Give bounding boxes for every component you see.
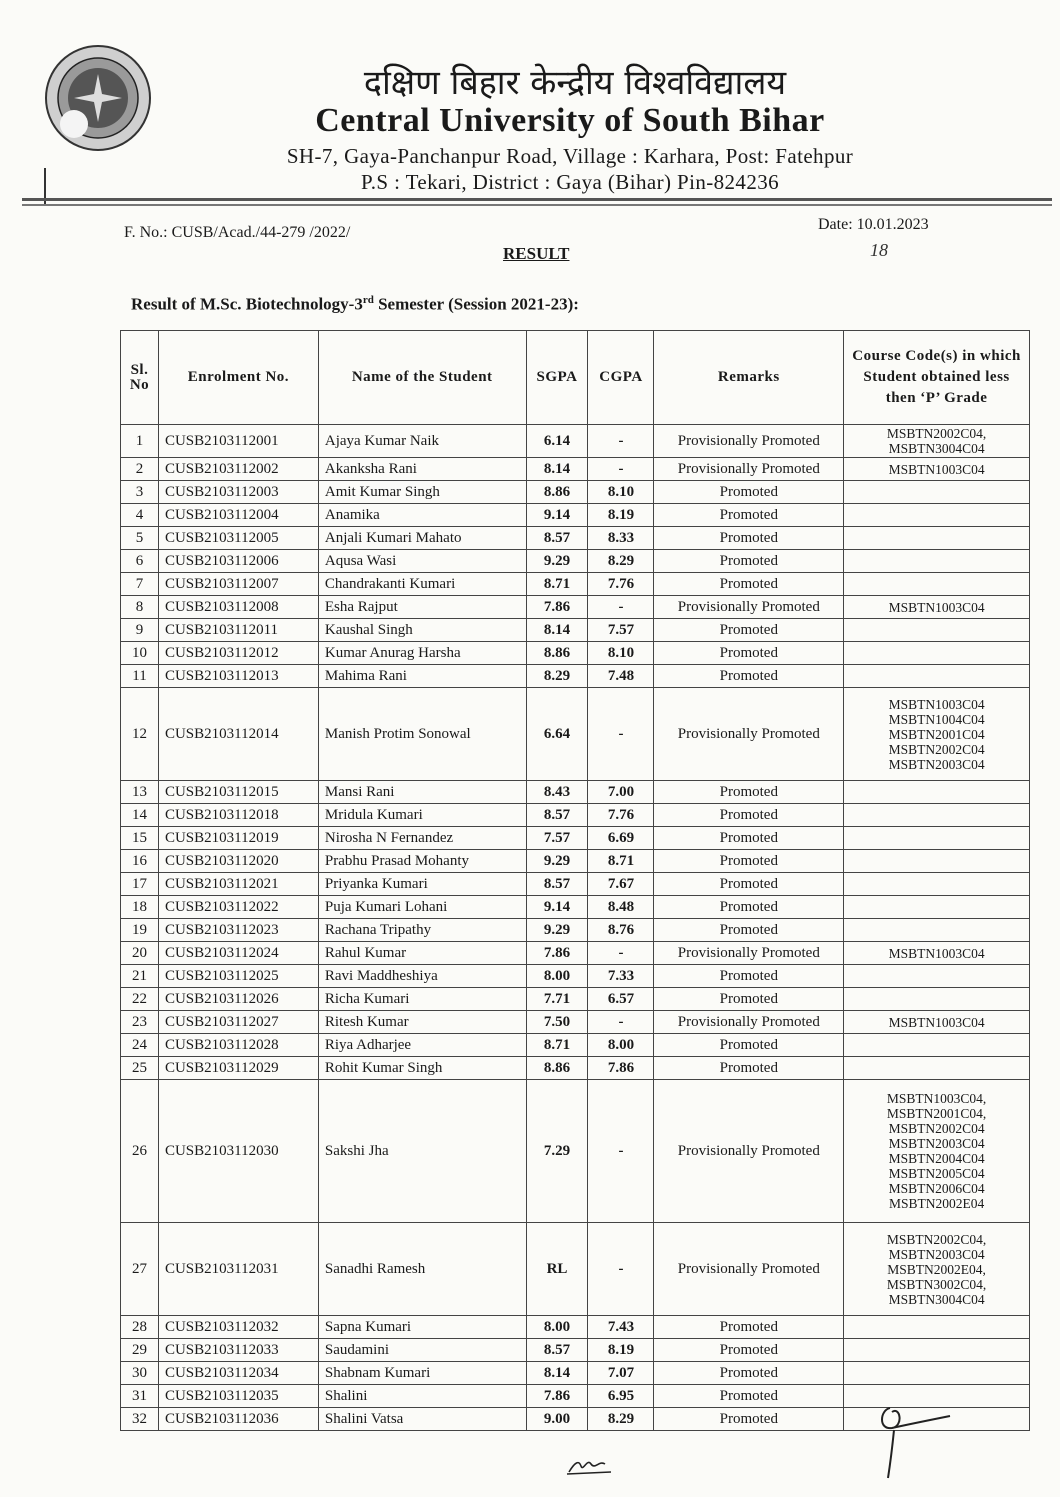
table-row: [121, 504, 1030, 527]
sgpa-cell: 7.29: [526, 1080, 588, 1223]
remarks-cell: Promoted: [654, 873, 844, 896]
enrolment-cell: CUSB2103112036: [158, 1408, 318, 1431]
course-codes-cell: MSBTN1003C04: [844, 596, 1030, 619]
remarks-cell: Promoted: [654, 850, 844, 873]
sgpa-cell: 8.86: [526, 642, 588, 665]
handwritten-number: 18: [870, 240, 888, 260]
sgpa-cell: 9.14: [526, 896, 588, 919]
enrolment-cell: CUSB2103112033: [158, 1339, 318, 1362]
table-row: [121, 1080, 1030, 1223]
sgpa-cell: 8.86: [526, 1057, 588, 1080]
enrolment-cell: CUSB2103112004: [158, 504, 318, 527]
sgpa-cell: 7.86: [526, 942, 588, 965]
cgpa-cell: 7.57: [588, 619, 654, 642]
table-row: [121, 642, 1030, 665]
result-subtitle: Result of M.Sc. Biotechnology-3rd Semester (Session 2021-23):: [131, 294, 579, 314]
enrolment-cell: CUSB2103112020: [158, 850, 318, 873]
table-row: [121, 873, 1030, 896]
sgpa-cell: 8.86: [526, 481, 588, 504]
name-cell: Mansi Rani: [318, 781, 526, 804]
cgpa-cell: 8.29: [588, 550, 654, 573]
cgpa-cell: 7.86: [588, 1057, 654, 1080]
signature: [870, 1390, 960, 1480]
header-course-codes: Course Code(s) in which Student obtained less then ‘P’ Grade: [844, 331, 1030, 425]
university-name-hindi: दक्षिण बिहार केन्द्रीय विश्वविद्यालय: [363, 63, 787, 103]
sl-cell: 9: [121, 619, 159, 642]
enrolment-cell: CUSB2103112022: [158, 896, 318, 919]
sl-cell: 26: [121, 1080, 159, 1223]
sgpa-cell: 8.00: [526, 965, 588, 988]
sl-cell: 27: [121, 1223, 159, 1316]
sl-cell: 16: [121, 850, 159, 873]
sgpa-cell: 8.57: [526, 804, 588, 827]
cgpa-cell: 8.71: [588, 850, 654, 873]
remarks-cell: Promoted: [654, 1362, 844, 1385]
header-sl-no: Sl. No: [121, 331, 159, 425]
cgpa-cell: 8.19: [588, 504, 654, 527]
sl-cell: 11: [121, 665, 159, 688]
remarks-cell: Promoted: [654, 504, 844, 527]
sl-cell: 5: [121, 527, 159, 550]
sl-cell: 31: [121, 1385, 159, 1408]
table-row: [121, 942, 1030, 965]
sgpa-cell: 8.71: [526, 1034, 588, 1057]
remarks-cell: Promoted: [654, 1408, 844, 1431]
enrolment-cell: CUSB2103112011: [158, 619, 318, 642]
table-row: [121, 781, 1030, 804]
name-cell: Ajaya Kumar Naik: [318, 425, 526, 458]
course-codes-cell: [844, 988, 1030, 1011]
remarks-cell: Provisionally Promoted: [654, 425, 844, 458]
remarks-cell: Provisionally Promoted: [654, 1011, 844, 1034]
course-codes-cell: [844, 1057, 1030, 1080]
enrolment-cell: CUSB2103112012: [158, 642, 318, 665]
name-cell: Akanksha Rani: [318, 458, 526, 481]
course-codes-cell: [844, 873, 1030, 896]
cgpa-cell: -: [588, 1080, 654, 1223]
cgpa-cell: 6.69: [588, 827, 654, 850]
enrolment-cell: CUSB2103112021: [158, 873, 318, 896]
table-row: [121, 896, 1030, 919]
sgpa-cell: 6.14: [526, 425, 588, 458]
remarks-cell: Provisionally Promoted: [654, 458, 844, 481]
name-cell: Mahima Rani: [318, 665, 526, 688]
remarks-cell: Provisionally Promoted: [654, 942, 844, 965]
enrolment-cell: CUSB2103112025: [158, 965, 318, 988]
table-row: [121, 827, 1030, 850]
sl-cell: 28: [121, 1316, 159, 1339]
table-row: [121, 550, 1030, 573]
sgpa-cell: RL: [526, 1223, 588, 1316]
name-cell: Sapna Kumari: [318, 1316, 526, 1339]
course-codes-cell: [844, 850, 1030, 873]
sgpa-cell: 9.14: [526, 504, 588, 527]
remarks-cell: Promoted: [654, 965, 844, 988]
remarks-cell: Provisionally Promoted: [654, 1223, 844, 1316]
name-cell: Esha Rajput: [318, 596, 526, 619]
sgpa-cell: 8.00: [526, 1316, 588, 1339]
enrolment-cell: CUSB2103112023: [158, 919, 318, 942]
enrolment-cell: CUSB2103112003: [158, 481, 318, 504]
name-cell: Nirosha N Fernandez: [318, 827, 526, 850]
cgpa-cell: 7.48: [588, 665, 654, 688]
sl-cell: 13: [121, 781, 159, 804]
course-codes-cell: [844, 642, 1030, 665]
sl-cell: 19: [121, 919, 159, 942]
remarks-cell: Promoted: [654, 573, 844, 596]
header-divider-secondary: [22, 204, 1052, 206]
cgpa-cell: -: [588, 1223, 654, 1316]
cgpa-cell: 7.76: [588, 573, 654, 596]
enrolment-cell: CUSB2103112032: [158, 1316, 318, 1339]
name-cell: Sanadhi Ramesh: [318, 1223, 526, 1316]
cgpa-cell: 8.29: [588, 1408, 654, 1431]
enrolment-cell: CUSB2103112029: [158, 1057, 318, 1080]
name-cell: Rahul Kumar: [318, 942, 526, 965]
header-student-name: Name of the Student: [318, 331, 526, 425]
table-row: [121, 527, 1030, 550]
header-cgpa: CGPA: [588, 331, 654, 425]
enrolment-cell: CUSB2103112007: [158, 573, 318, 596]
remarks-cell: Promoted: [654, 1316, 844, 1339]
cgpa-cell: -: [588, 458, 654, 481]
course-codes-cell: [844, 1339, 1030, 1362]
remarks-cell: Promoted: [654, 988, 844, 1011]
table-row: [121, 1339, 1030, 1362]
cgpa-cell: -: [588, 596, 654, 619]
remarks-cell: Promoted: [654, 804, 844, 827]
sl-cell: 23: [121, 1011, 159, 1034]
name-cell: Anjali Kumari Mahato: [318, 527, 526, 550]
table-row: [121, 1034, 1030, 1057]
cgpa-cell: -: [588, 425, 654, 458]
cgpa-cell: -: [588, 688, 654, 781]
course-codes-cell: [844, 827, 1030, 850]
enrolment-cell: CUSB2103112030: [158, 1080, 318, 1223]
name-cell: Richa Kumari: [318, 988, 526, 1011]
table-row: [121, 619, 1030, 642]
remarks-cell: Promoted: [654, 1339, 844, 1362]
sgpa-cell: 8.43: [526, 781, 588, 804]
course-codes-cell: [844, 504, 1030, 527]
table-row: [121, 688, 1030, 781]
sgpa-cell: 8.57: [526, 527, 588, 550]
course-codes-cell: [844, 1362, 1030, 1385]
course-codes-cell: [844, 1316, 1030, 1339]
course-codes-cell: [844, 550, 1030, 573]
sgpa-cell: 7.57: [526, 827, 588, 850]
enrolment-cell: CUSB2103112028: [158, 1034, 318, 1057]
enrolment-cell: CUSB2103112005: [158, 527, 318, 550]
course-codes-cell: [844, 965, 1030, 988]
university-name-english: Central University of South Bihar: [315, 102, 825, 139]
cgpa-cell: 7.67: [588, 873, 654, 896]
cgpa-cell: 8.19: [588, 1339, 654, 1362]
course-codes-cell: [844, 804, 1030, 827]
name-cell: Priyanka Kumari: [318, 873, 526, 896]
sgpa-cell: 8.71: [526, 573, 588, 596]
sl-cell: 3: [121, 481, 159, 504]
cgpa-cell: 6.57: [588, 988, 654, 1011]
table-row: [121, 481, 1030, 504]
remarks-cell: Promoted: [654, 1034, 844, 1057]
cgpa-cell: 8.10: [588, 642, 654, 665]
name-cell: Prabhu Prasad Mohanty: [318, 850, 526, 873]
enrolment-cell: CUSB2103112031: [158, 1223, 318, 1316]
header-remarks: Remarks: [654, 331, 844, 425]
course-codes-cell: [844, 896, 1030, 919]
table-row: [121, 804, 1030, 827]
sl-cell: 18: [121, 896, 159, 919]
course-codes-cell: MSBTN1003C04 MSBTN1004C04 MSBTN2001C04 MSBTN2002C04 MSBTN2003C04: [844, 688, 1030, 781]
course-codes-cell: [844, 527, 1030, 550]
table-row: [121, 1057, 1030, 1080]
remarks-cell: Promoted: [654, 481, 844, 504]
enrolment-cell: CUSB2103112008: [158, 596, 318, 619]
sl-cell: 32: [121, 1408, 159, 1431]
file-number: F. No.: CUSB/Acad./44-279 /2022/: [124, 224, 351, 241]
name-cell: Aqusa Wasi: [318, 550, 526, 573]
remarks-cell: Provisionally Promoted: [654, 596, 844, 619]
sl-cell: 2: [121, 458, 159, 481]
sl-cell: 21: [121, 965, 159, 988]
remarks-cell: Promoted: [654, 527, 844, 550]
cgpa-cell: 8.33: [588, 527, 654, 550]
cgpa-cell: 8.76: [588, 919, 654, 942]
table-row: [121, 965, 1030, 988]
sgpa-cell: 8.29: [526, 665, 588, 688]
enrolment-cell: CUSB2103112015: [158, 781, 318, 804]
initials-signature: [565, 1452, 615, 1478]
course-codes-cell: MSBTN1003C04, MSBTN2001C04, MSBTN2002C04 MSBTN2003C04 MSBTN2004C04 MSBTN2005C04 MSBTN2006C04 MSBTN2002E04: [844, 1080, 1030, 1223]
cgpa-cell: -: [588, 1011, 654, 1034]
table-row: [121, 988, 1030, 1011]
course-codes-cell: [844, 919, 1030, 942]
sgpa-cell: 8.57: [526, 873, 588, 896]
table-row: [121, 665, 1030, 688]
course-codes-cell: MSBTN2002C04, MSBTN3004C04: [844, 425, 1030, 458]
remarks-cell: Provisionally Promoted: [654, 1080, 844, 1223]
header-sgpa: SGPA: [526, 331, 588, 425]
sgpa-cell: 7.86: [526, 596, 588, 619]
sl-cell: 29: [121, 1339, 159, 1362]
remarks-cell: Promoted: [654, 827, 844, 850]
table-row: [121, 1362, 1030, 1385]
document-date: Date: 10.01.2023: [818, 216, 929, 233]
table-row: [121, 850, 1030, 873]
sgpa-cell: 7.71: [526, 988, 588, 1011]
cgpa-cell: 7.00: [588, 781, 654, 804]
sl-cell: 6: [121, 550, 159, 573]
remarks-cell: Promoted: [654, 781, 844, 804]
cgpa-cell: 6.95: [588, 1385, 654, 1408]
sl-cell: 4: [121, 504, 159, 527]
remarks-cell: Promoted: [654, 619, 844, 642]
enrolment-cell: CUSB2103112024: [158, 942, 318, 965]
table-row: [121, 1223, 1030, 1316]
sl-cell: 17: [121, 873, 159, 896]
name-cell: Kumar Anurag Harsha: [318, 642, 526, 665]
remarks-cell: Promoted: [654, 1385, 844, 1408]
sl-cell: 10: [121, 642, 159, 665]
sgpa-cell: 6.64: [526, 688, 588, 781]
name-cell: Shabnam Kumari: [318, 1362, 526, 1385]
result-table: [120, 330, 1030, 1431]
sl-cell: 12: [121, 688, 159, 781]
remarks-cell: Promoted: [654, 642, 844, 665]
name-cell: Chandrakanti Kumari: [318, 573, 526, 596]
remarks-cell: Promoted: [654, 665, 844, 688]
course-codes-cell: MSBTN1003C04: [844, 458, 1030, 481]
sgpa-cell: 9.29: [526, 550, 588, 573]
cgpa-cell: 7.43: [588, 1316, 654, 1339]
remarks-cell: Promoted: [654, 550, 844, 573]
cgpa-cell: 8.00: [588, 1034, 654, 1057]
name-cell: Rachana Tripathy: [318, 919, 526, 942]
name-cell: Ravi Maddheshiya: [318, 965, 526, 988]
sl-cell: 24: [121, 1034, 159, 1057]
sl-cell: 20: [121, 942, 159, 965]
sl-cell: 30: [121, 1362, 159, 1385]
table-row: [121, 425, 1030, 458]
sgpa-cell: 8.14: [526, 1362, 588, 1385]
sl-cell: 15: [121, 827, 159, 850]
header-enrolment-no: Enrolment No.: [158, 331, 318, 425]
cgpa-cell: 7.33: [588, 965, 654, 988]
table-row: [121, 1316, 1030, 1339]
sl-cell: 1: [121, 425, 159, 458]
sl-cell: 22: [121, 988, 159, 1011]
document-title: RESULT: [503, 244, 570, 263]
sgpa-cell: 8.57: [526, 1339, 588, 1362]
sgpa-cell: 9.29: [526, 850, 588, 873]
table-row: [121, 919, 1030, 942]
sl-cell: 8: [121, 596, 159, 619]
enrolment-cell: CUSB2103112014: [158, 688, 318, 781]
address-line-2: P.S : Tekari, District : Gaya (Bihar) Pin-824236: [360, 170, 780, 194]
name-cell: Shalini: [318, 1385, 526, 1408]
name-cell: Riya Adharjee: [318, 1034, 526, 1057]
address-line-1: SH-7, Gaya-Panchanpur Road, Village : Karhara, Post: Fatehpur: [286, 144, 854, 168]
enrolment-cell: CUSB2103112006: [158, 550, 318, 573]
course-codes-cell: [844, 481, 1030, 504]
course-codes-cell: MSBTN2002C04, MSBTN2003C04 MSBTN2002E04, MSBTN3002C04, MSBTN3004C04: [844, 1223, 1030, 1316]
name-cell: Kaushal Singh: [318, 619, 526, 642]
table-row: [121, 458, 1030, 481]
name-cell: Amit Kumar Singh: [318, 481, 526, 504]
name-cell: Mridula Kumari: [318, 804, 526, 827]
cgpa-cell: 7.07: [588, 1362, 654, 1385]
name-cell: Saudamini: [318, 1339, 526, 1362]
sgpa-cell: 7.50: [526, 1011, 588, 1034]
enrolment-cell: CUSB2103112001: [158, 425, 318, 458]
table-row: [121, 573, 1030, 596]
remarks-cell: Promoted: [654, 896, 844, 919]
header-divider: [22, 198, 1052, 201]
sgpa-cell: 7.86: [526, 1385, 588, 1408]
name-cell: Shalini Vatsa: [318, 1408, 526, 1431]
enrolment-cell: CUSB2103112002: [158, 458, 318, 481]
course-codes-cell: [844, 665, 1030, 688]
remarks-cell: Provisionally Promoted: [654, 688, 844, 781]
sgpa-cell: 8.14: [526, 458, 588, 481]
table-row: [121, 1011, 1030, 1034]
course-codes-cell: [844, 781, 1030, 804]
sl-cell: 14: [121, 804, 159, 827]
cgpa-cell: 8.48: [588, 896, 654, 919]
course-codes-cell: [844, 1034, 1030, 1057]
name-cell: Manish Protim Sonowal: [318, 688, 526, 781]
cgpa-cell: -: [588, 942, 654, 965]
remarks-cell: Promoted: [654, 919, 844, 942]
sl-cell: 7: [121, 573, 159, 596]
course-codes-cell: [844, 619, 1030, 642]
enrolment-cell: CUSB2103112018: [158, 804, 318, 827]
enrolment-cell: CUSB2103112026: [158, 988, 318, 1011]
course-codes-cell: MSBTN1003C04: [844, 1011, 1030, 1034]
course-codes-cell: MSBTN1003C04: [844, 942, 1030, 965]
sgpa-cell: 8.14: [526, 619, 588, 642]
name-cell: Anamika: [318, 504, 526, 527]
enrolment-cell: CUSB2103112027: [158, 1011, 318, 1034]
enrolment-cell: CUSB2103112013: [158, 665, 318, 688]
name-cell: Sakshi Jha: [318, 1080, 526, 1223]
course-codes-cell: [844, 573, 1030, 596]
sgpa-cell: 9.00: [526, 1408, 588, 1431]
name-cell: Ritesh Kumar: [318, 1011, 526, 1034]
name-cell: Rohit Kumar Singh: [318, 1057, 526, 1080]
enrolment-cell: CUSB2103112019: [158, 827, 318, 850]
cgpa-cell: 7.76: [588, 804, 654, 827]
sl-cell: 25: [121, 1057, 159, 1080]
remarks-cell: Promoted: [654, 1057, 844, 1080]
enrolment-cell: CUSB2103112034: [158, 1362, 318, 1385]
name-cell: Puja Kumari Lohani: [318, 896, 526, 919]
enrolment-cell: CUSB2103112035: [158, 1385, 318, 1408]
sgpa-cell: 9.29: [526, 919, 588, 942]
cgpa-cell: 8.10: [588, 481, 654, 504]
table-row: [121, 596, 1030, 619]
